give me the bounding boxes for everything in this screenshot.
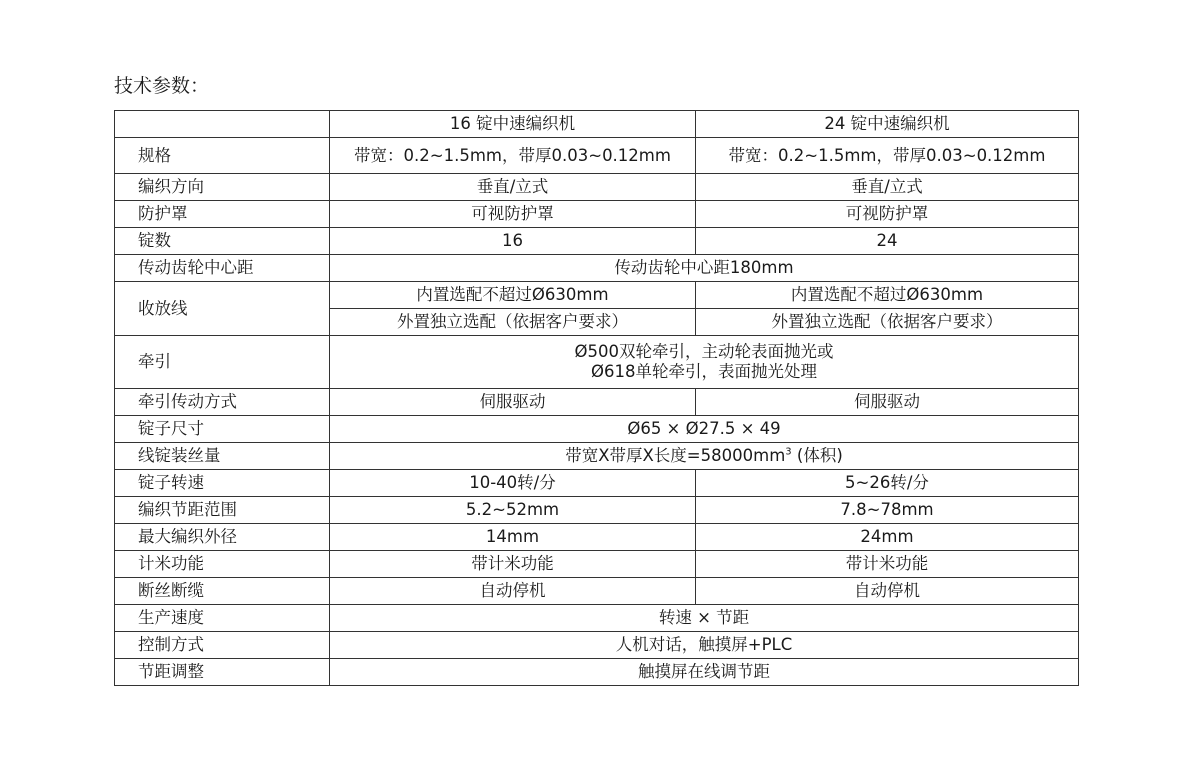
row-label-prod-speed: 生产速度: [115, 605, 330, 632]
cell-max-diameter-24: 24mm: [696, 524, 1079, 551]
wire-capacity-value: 带宽X带厚X长度=58000mm: [565, 446, 786, 465]
cell-take-up-internal-24: 内置选配不超过Ø630mm: [696, 282, 1079, 309]
cell-pitch-range-24: 7.8~78mm: [696, 497, 1079, 524]
row-label-spindle-speed: 锭子转速: [115, 470, 330, 497]
page-title: 技术参数：: [114, 75, 210, 97]
table-header-row: [115, 111, 1079, 138]
table-row: [115, 632, 1079, 659]
table-row: [115, 389, 1079, 416]
row-label-direction: 编织方向: [115, 174, 330, 201]
cell-direction-16: 垂直/立式: [330, 174, 696, 201]
row-label-guard: 防护罩: [115, 201, 330, 228]
row-label-spindle-size: 锭子尺寸: [115, 416, 330, 443]
cell-pull-drive-16: 伺服驱动: [330, 389, 696, 416]
cell-spindles-24: 24: [696, 228, 1079, 255]
cell-spec-24: 带宽：0.2~1.5mm，带厚0.03~0.12mm: [696, 138, 1079, 174]
table-row: [115, 138, 1079, 174]
row-label-gear-distance: 传动齿轮中心距: [115, 255, 330, 282]
cell-pitch-adjust: 触摸屏在线调节距: [330, 659, 1079, 686]
row-label-pitch-adjust: 节距调整: [115, 659, 330, 686]
row-label-wire-capacity: 线锭装丝量: [115, 443, 330, 470]
cell-wire-capacity: [330, 443, 1079, 470]
header-16-spindle: 16 锭中速编织机: [330, 111, 696, 138]
cell-spindle-size: Ø65 × Ø27.5 × 49: [330, 416, 1079, 443]
spec-table: [114, 110, 1079, 686]
table-row: [115, 255, 1079, 282]
cell-take-up-external-24: 外置独立选配（依据客户要求）: [696, 309, 1079, 336]
header-empty-cell: [115, 111, 330, 138]
cell-pulling: [330, 336, 1079, 389]
table-row: [115, 443, 1079, 470]
table-row: [115, 497, 1079, 524]
cell-prod-speed: 转速 × 节距: [330, 605, 1079, 632]
table-row: [115, 605, 1079, 632]
cell-meter-count-16: 带计米功能: [330, 551, 696, 578]
cell-pitch-range-16: 5.2~52mm: [330, 497, 696, 524]
cell-spindles-16: 16: [330, 228, 696, 255]
table-row: [115, 470, 1079, 497]
cell-guard-16: 可视防护罩: [330, 201, 696, 228]
table-row: [115, 416, 1079, 443]
table-row: [115, 282, 1079, 309]
cell-direction-24: 垂直/立式: [696, 174, 1079, 201]
cell-guard-24: 可视防护罩: [696, 201, 1079, 228]
cell-take-up-internal-16: 内置选配不超过Ø630mm: [330, 282, 696, 309]
cell-control: 人机对话，触摸屏+PLC: [330, 632, 1079, 659]
cell-meter-count-24: 带计米功能: [696, 551, 1079, 578]
pulling-line-1: Ø500双轮牵引，主动轮表面抛光或: [574, 342, 834, 361]
row-label-max-diameter: 最大编织外径: [115, 524, 330, 551]
cell-break-stop-24: 自动停机: [696, 578, 1079, 605]
cell-max-diameter-16: 14mm: [330, 524, 696, 551]
table-row: [115, 551, 1079, 578]
table-row: [115, 659, 1079, 686]
row-label-meter-count: 计米功能: [115, 551, 330, 578]
table-row: [115, 201, 1079, 228]
header-24-spindle: 24 锭中速编织机: [696, 111, 1079, 138]
wire-capacity-note: (体积): [791, 446, 843, 465]
table-row: [115, 228, 1079, 255]
cell-take-up-external-16: 外置独立选配（依据客户要求）: [330, 309, 696, 336]
row-label-control: 控制方式: [115, 632, 330, 659]
cell-pull-drive-24: 伺服驱动: [696, 389, 1079, 416]
wire-capacity-exponent: 3: [785, 446, 792, 458]
row-label-take-up: 收放线: [115, 282, 330, 336]
row-label-pulling: 牵引: [115, 336, 330, 389]
table-row: [115, 578, 1079, 605]
row-label-pull-drive: 牵引传动方式: [115, 389, 330, 416]
cell-gear-distance: 传动齿轮中心距180mm: [330, 255, 1079, 282]
row-label-break-stop: 断丝断缆: [115, 578, 330, 605]
cell-spindle-speed-16: 10-40转/分: [330, 470, 696, 497]
table-row: [115, 174, 1079, 201]
table-row: [115, 524, 1079, 551]
cell-break-stop-16: 自动停机: [330, 578, 696, 605]
cell-spec-16: 带宽：0.2~1.5mm，带厚0.03~0.12mm: [330, 138, 696, 174]
cell-spindle-speed-24: 5~26转/分: [696, 470, 1079, 497]
row-label-spec: 规格: [115, 138, 330, 174]
pulling-line-2: Ø618单轮牵引，表面抛光处理: [591, 362, 817, 381]
row-label-pitch-range: 编织节距范围: [115, 497, 330, 524]
row-label-spindles: 锭数: [115, 228, 330, 255]
table-row: [115, 336, 1079, 389]
